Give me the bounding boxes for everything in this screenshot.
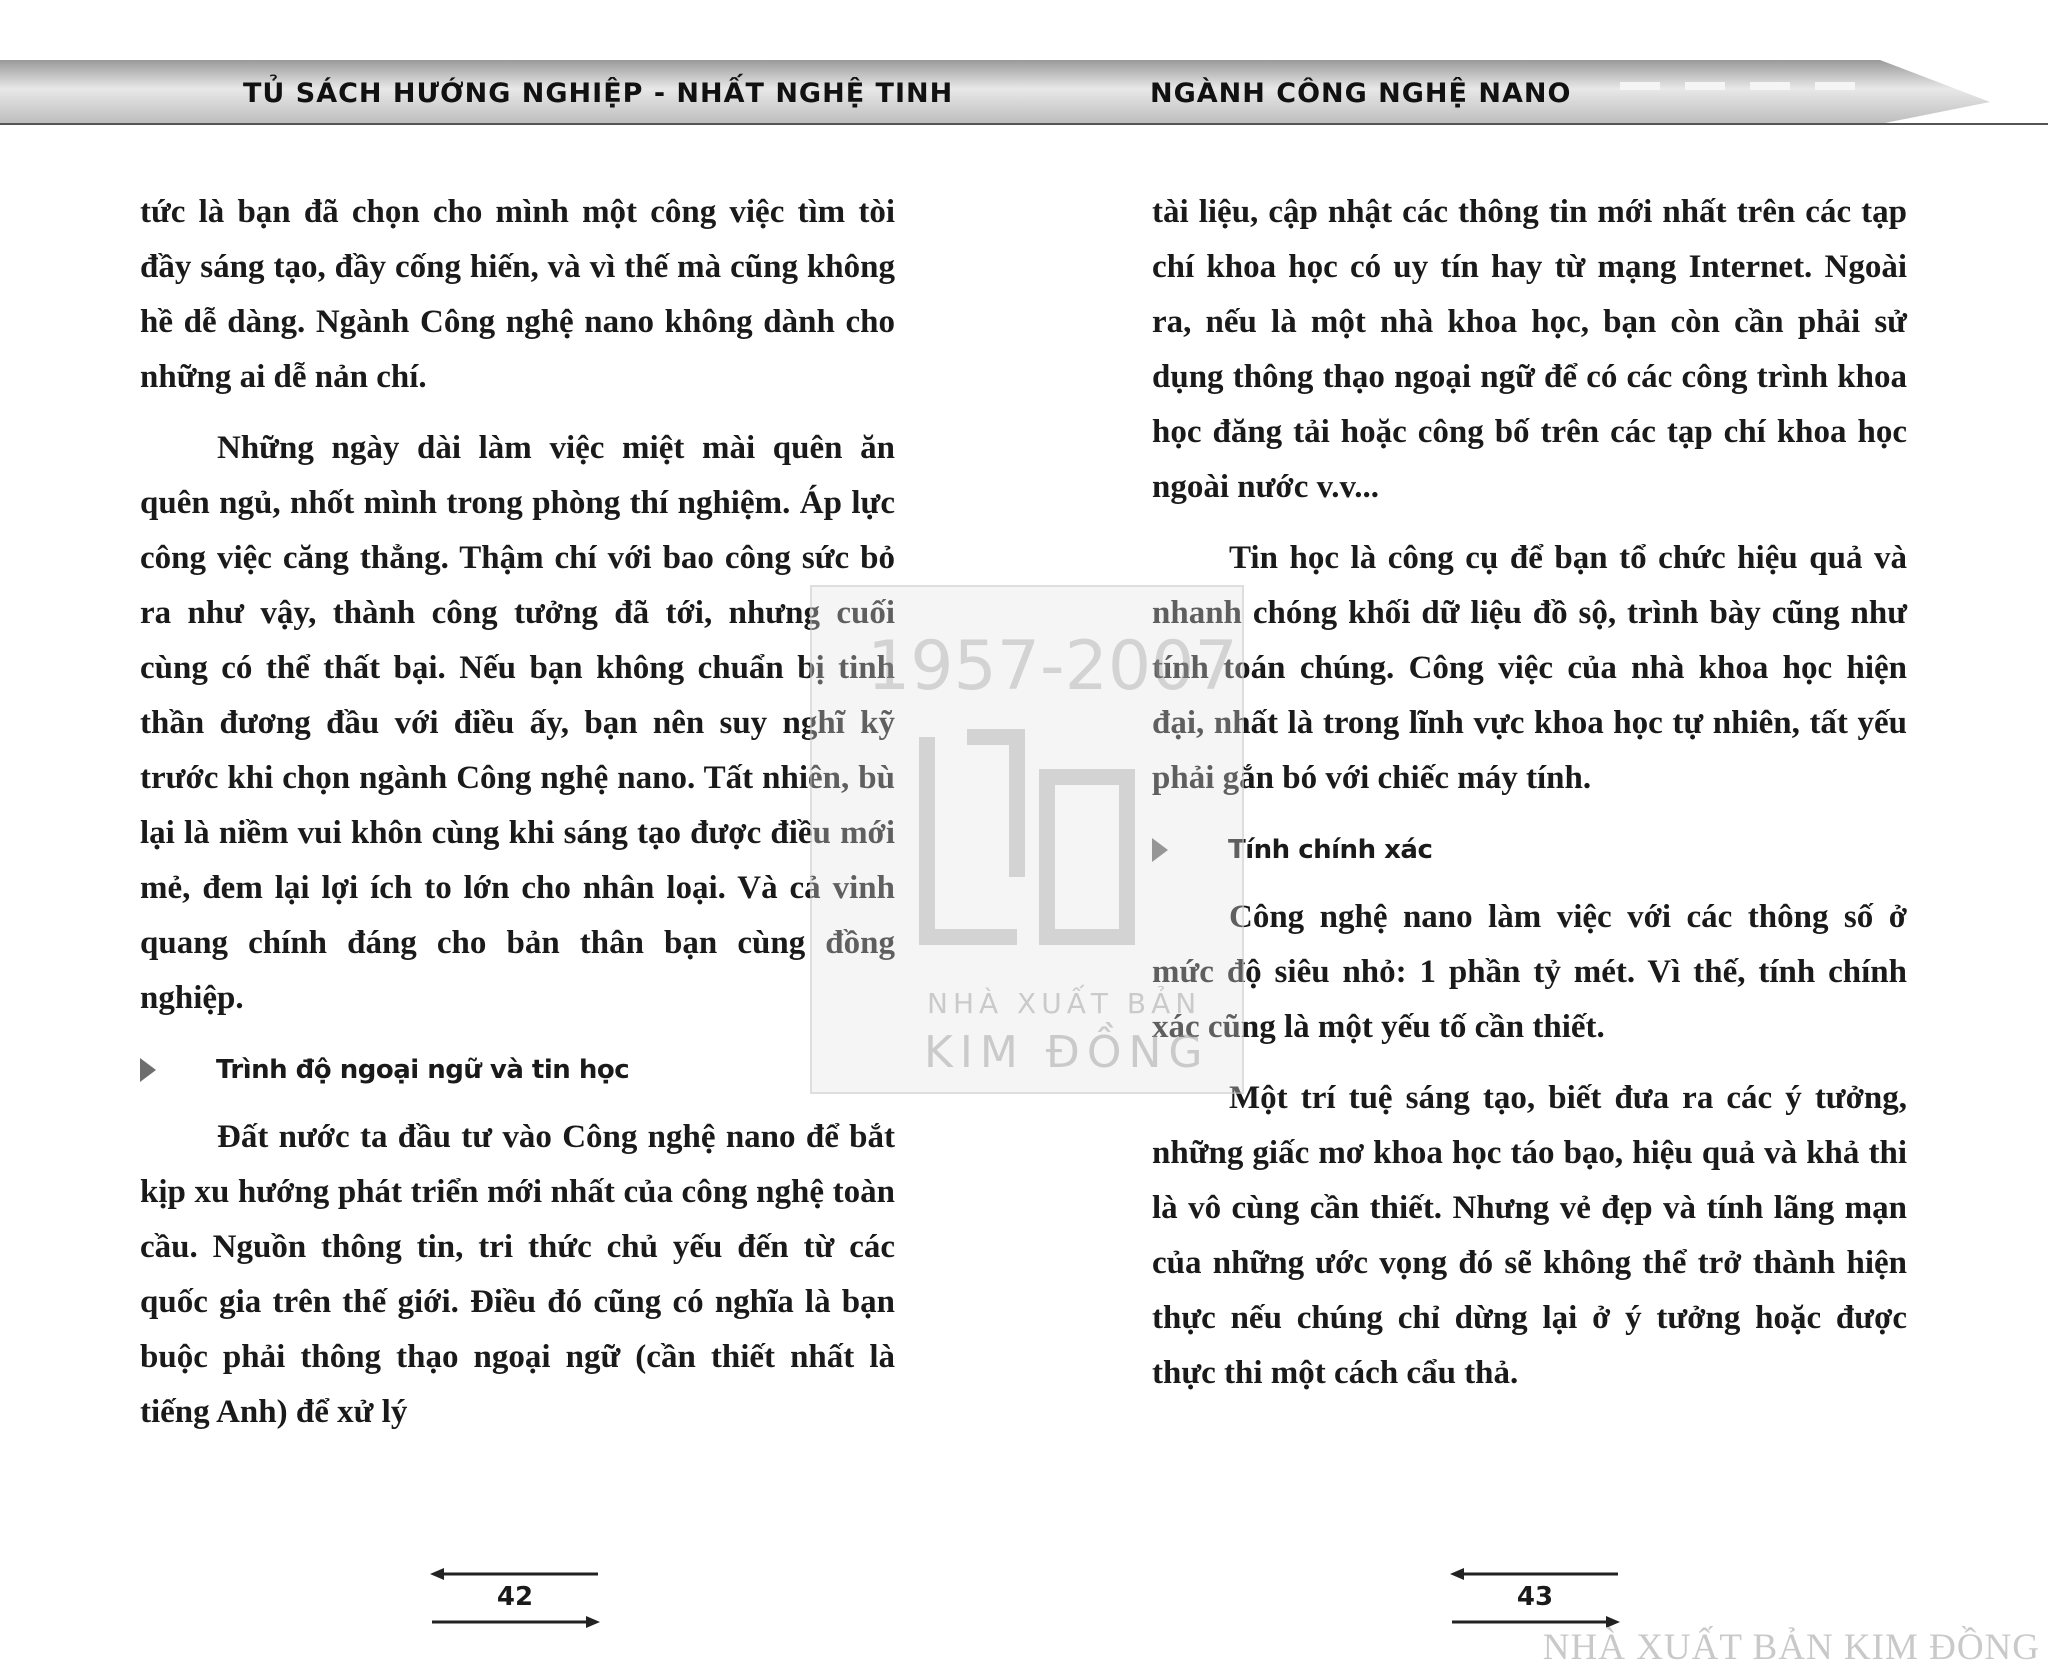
right-section-heading-text: Tính chính xác bbox=[1228, 835, 1433, 865]
watermark-years: 1957-2007 bbox=[867, 627, 1238, 706]
publisher-logo-icon bbox=[907, 717, 1147, 957]
left-section-paragraph: Đất nước ta đầu tư vào Công nghệ nano để bắt kịp xu hướng phát triển mới nhất của công nghệ toàn cầu. Nguồn thông tin, tri thức chủ yếu đến từ các quốc gia trên thế giới. Điều đó cũng có nghĩa là bạn buộc phải thông thạo ngoại ngữ (cần thiết nhất là tiếng Anh) để xử lý bbox=[140, 1119, 895, 1430]
page-number-left-text: 42 bbox=[496, 1582, 534, 1612]
right-section-paragraph-2: Một trí tuệ sáng tạo, biết đưa ra các ý tưởng, những giấc mơ khoa học táo bạo, hiệu quả và khả thi là vô cùng cần thiết. Nhưng vẻ đẹp và tính lãng mạn của những ước vọng đó sẽ không thể trở thành hiện thực nếu chúng chỉ dừng lại ở ý tưởng hoặc được thực thi một cách cẩu thả. bbox=[1152, 1080, 1907, 1391]
header-title-left: TỦ SÁCH HƯỚNG NGHIỆP - NHẤT NGHỆ TINH bbox=[243, 78, 954, 109]
right-paragraph-1: tài liệu, cập nhật các thông tin mới nhất trên các tạp chí khoa học có uy tín hay từ mạng Internet. Ngoài ra, nếu là một nhà khoa học, bạn còn cần phải sử dụng thông thạo ngoại ngữ để có các công trình khoa học đăng tải hoặc công bố trên các tạp chí khoa học ngoài nước v.v... bbox=[1152, 194, 1907, 505]
right-section-heading bbox=[1152, 822, 1907, 878]
header-title-right: NGÀNH CÔNG NGHỆ NANO bbox=[1150, 78, 1572, 109]
left-section-heading bbox=[140, 1042, 895, 1098]
right-paragraph-2: Tin học là công cụ để bạn tổ chức hiệu quả và nhanh chóng khối dữ liệu đồ sộ, trình bày cũng như tính toán chúng. Công việc của nhà khoa học hiện đại, nhất là trong lĩnh vực khoa học tự nhiên, tất yếu phải gắn bó với chiếc máy tính. bbox=[1152, 540, 1907, 796]
watermark-publisher-line1: NHÀ XUẤT BẢN bbox=[927, 987, 1202, 1020]
right-page bbox=[1152, 185, 1907, 1417]
left-paragraph-2: Những ngày dài làm việc miệt mài quên ăn quên ngủ, nhốt mình trong phòng thí nghiệm. Áp lực công việc căng thẳng. Thậm chí với bao công sức bỏ ra như vậy, thành công tưởng đã tới, nhưng cuối cùng có thể thất bại. Nếu bạn không chuẩn bị tinh thần đương đầu với điều ấy, bạn nên suy nghĩ kỹ trước khi chọn ngành Công nghệ nano. Tất nhiên, bù lại là niềm vui khôn cùng khi sáng tạo được điều mới mẻ, đem lại lợi ích to lớn cho nhân loại. Và cả vinh quang chính đáng cho bản thân bạn cùng đồng nghiệp. bbox=[140, 430, 895, 1016]
left-page bbox=[140, 185, 895, 1456]
bullet-triangle-icon bbox=[1152, 838, 1168, 862]
page-number-right-text: 43 bbox=[1516, 1582, 1554, 1612]
page-number-left bbox=[430, 1568, 600, 1628]
watermark-publisher-line2: KIM ĐỒNG bbox=[924, 1027, 1210, 1078]
left-section-heading-text: Trình độ ngoại ngữ và tin học bbox=[216, 1055, 630, 1085]
right-section-paragraph-1: Công nghệ nano làm việc với các thông số ở mức độ siêu nhỏ: 1 phần tỷ mét. Vì thế, tính chính xác cũng là một yếu tố cần thiết. bbox=[1152, 899, 1907, 1045]
footer-publisher-watermark: NHÀ XUẤT BẢN KIM ĐỒNG bbox=[1542, 1627, 2040, 1668]
left-paragraph-1: tức là bạn đã chọn cho mình một công việc tìm tòi đầy sáng tạo, đầy cống hiến, và vì thế mà cũng không hề dễ dàng. Ngành Công nghệ nano không dành cho những ai dễ nản chí. bbox=[140, 194, 895, 395]
page-number-right bbox=[1450, 1568, 1620, 1628]
bullet-triangle-icon bbox=[140, 1058, 156, 1082]
